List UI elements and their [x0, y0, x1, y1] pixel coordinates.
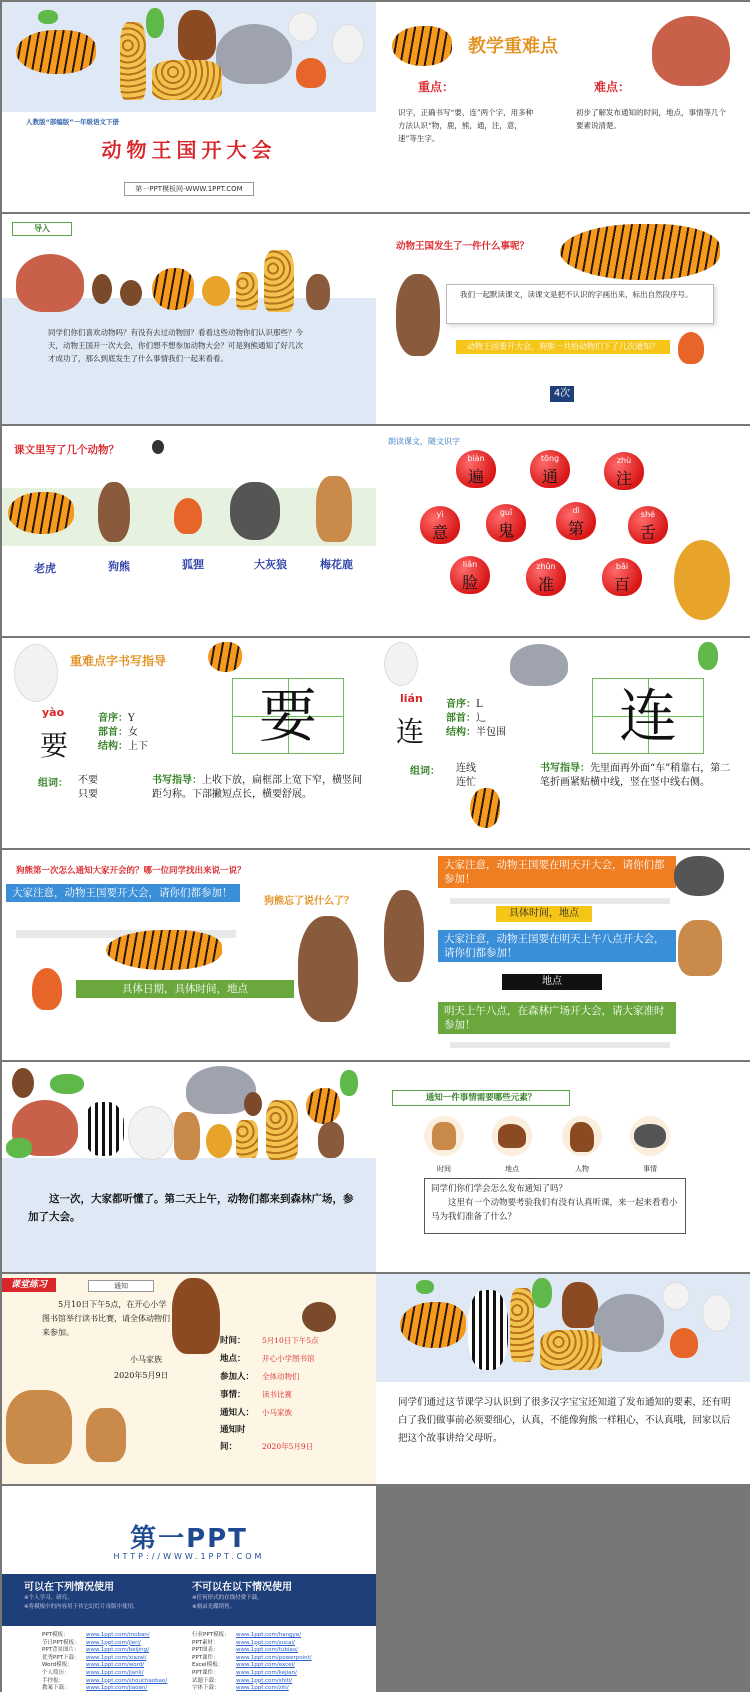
giraffe-illustration: [120, 22, 146, 100]
char-apple: bǎi 百: [602, 558, 642, 596]
practice-tag: 课堂练习: [2, 1278, 56, 1292]
cover-footer: 第一PPT模板网-WWW.1PPT.COM: [124, 182, 254, 196]
field-row: 通知时间： 2020年5月9日: [220, 1425, 314, 1452]
leopard-illustration: [540, 1330, 602, 1370]
char-lian: 连: [396, 715, 425, 748]
slide-writing-lian: [376, 638, 750, 848]
tiger-illustration: [560, 224, 720, 280]
char-lian-large: 连: [618, 682, 677, 750]
highlight-banner: 动物王国要开大会，狗熊一共给动物们下了几次通知？: [456, 340, 670, 354]
snake-illustration: [6, 1138, 32, 1158]
leopard-illustration: [236, 272, 258, 310]
lion-illustration: [206, 1124, 232, 1158]
cannot-use-title: 不可以在以下情况使用: [192, 1582, 292, 1593]
polar-bear-illustration: [14, 644, 58, 702]
animal-name-fox: 狐狸: [182, 558, 204, 571]
missing-info-banner: 具体日期，具体时间，地点: [76, 980, 294, 998]
field-row: 参加人： 全体动物们: [220, 1372, 300, 1382]
lizard-illustration: [532, 1278, 552, 1308]
bear-illustration: [318, 1122, 344, 1158]
animals-question: 课文里写了几个动物？: [14, 444, 119, 456]
lian-attributes: [446, 698, 506, 740]
char-yao: 要: [40, 729, 69, 762]
hedgehog-illustration: [498, 1124, 526, 1148]
difficulty-label: 难点：: [594, 80, 631, 94]
notice-date: 2020年5月9日: [114, 1371, 169, 1380]
lizard-illustration: [340, 1070, 358, 1096]
bear-illustration: [298, 916, 358, 1022]
tiger-illustration: [106, 930, 222, 970]
link-row[interactable]: PPT课件： www.1ppt.com/powerpoint/: [192, 1654, 312, 1661]
kangaroo-illustration: [86, 1408, 126, 1462]
tiger-illustration: [392, 26, 452, 66]
link-row[interactable]: 优秀PPT下载： www.1ppt.com/xiazai/: [42, 1654, 147, 1661]
fox-illustration: [32, 968, 62, 1010]
monkey-illustration: [92, 274, 112, 304]
slide-cover: [2, 2, 376, 212]
monkey-illustration: [244, 1092, 262, 1116]
animal-name-bear: 狗熊: [108, 560, 130, 573]
polar-bear-illustration: [702, 1294, 732, 1332]
deer-illustration: [316, 476, 352, 542]
can-use-list: ※个人学习、研究。 ※将模板中的内容用于其它幻灯片母版中使用。: [24, 1595, 139, 1610]
element-circle: [630, 1116, 670, 1156]
tiger-illustration: [306, 1088, 340, 1124]
wolf-illustration: [674, 856, 724, 896]
notice-card-title: 通知: [88, 1280, 154, 1292]
lion-illustration: [202, 276, 230, 306]
slide-notice-elements: [376, 1062, 750, 1272]
char-apple: dì 第: [556, 502, 596, 540]
elements-question: 通知一件事情需要哪些元素？: [392, 1090, 570, 1106]
yao-words: 不要 只要: [78, 775, 98, 800]
giraffe-illustration: [264, 250, 294, 312]
link-row[interactable]: 个人简历： www.1ppt.com/jianli/: [42, 1669, 144, 1676]
link-row[interactable]: PPT课件： www.1ppt.com/kejian/: [192, 1669, 297, 1676]
giraffe-illustration: [266, 1100, 298, 1160]
link-row[interactable]: 教案下载： www.1ppt.com/jiaoan/: [42, 1685, 148, 1692]
fox-illustration: [174, 498, 202, 534]
question-box: [424, 1178, 686, 1234]
shadow-bar: [450, 898, 670, 904]
leopard-illustration: [236, 1120, 258, 1158]
turtle-illustration: [50, 1074, 84, 1094]
element-circle: [562, 1116, 602, 1156]
elephant-illustration: [594, 1294, 664, 1352]
element-label-place: 地点: [505, 1165, 519, 1173]
second-missing-label: 具体时间，地点: [496, 906, 592, 922]
third-missing-label: 地点: [502, 974, 602, 990]
field-row: 通知人： 小马家族: [220, 1408, 292, 1418]
element-label-event: 事情: [643, 1165, 657, 1173]
notice-card-text: 5月10日下午5点，在开心小学图书馆举行读书比赛，请全体动物们来参加。: [42, 1300, 170, 1337]
lion-illustration: [674, 540, 730, 620]
yao-guide: 书写指导：上收下放，扁框部上宽下窄，横竖间距匀称。下部撇短点长，横要舒展。: [152, 775, 362, 800]
turtle-illustration: [416, 1280, 434, 1294]
tiger-illustration: [8, 492, 74, 534]
words-label: 组词：: [38, 778, 68, 789]
link-row[interactable]: 试题下载： www.1ppt.com/shiti/: [192, 1677, 293, 1684]
monkey-illustration: [302, 1302, 336, 1332]
char-apple: biàn 遍: [456, 450, 496, 488]
kangaroo-illustration: [432, 1122, 456, 1150]
empty-area: [376, 1486, 750, 1692]
link-row[interactable]: 行业PPT模板： www.1ppt.com/hangye/: [192, 1632, 302, 1638]
horse-illustration: [172, 1278, 220, 1354]
field-row: 地点： 开心小学图书馆: [220, 1354, 315, 1364]
char-apple: yì 意: [420, 506, 460, 544]
lizard-illustration: [146, 8, 164, 38]
buffalo-illustration: [634, 1124, 666, 1148]
field-row: 事情： 读书比赛: [220, 1390, 292, 1400]
tiger-illustration: [208, 642, 242, 672]
deer-illustration: [174, 1112, 200, 1160]
link-row[interactable]: PPT图表： www.1ppt.com/tubiao/: [192, 1647, 298, 1654]
notice-fields: [220, 1332, 370, 1456]
polar-bear-illustration: [384, 642, 418, 686]
first-notice-question: 狗熊第一次怎么通知大家开会的？哪一位同学找出来说一说？: [16, 866, 246, 876]
slide-first-notice: [2, 850, 376, 1060]
forgot-question: 狗熊忘了说什么了？: [264, 896, 354, 907]
key-text: 识字，正确书写“要，连”两个字，用多种方法认识“物，鹿，熊，通，注，意，速”等生字。: [398, 108, 534, 143]
elephant-illustration: [510, 644, 568, 686]
link-row[interactable]: 节日PPT模板： www.1ppt.com/jieri/: [42, 1639, 141, 1646]
bear-illustration: [98, 482, 130, 542]
pinyin-yao: yào: [42, 706, 65, 719]
question-box-line2: 这里有一个动物要考验我们有没有认真听课，来一起来看看小马为我们准备了什么？: [431, 1198, 678, 1222]
giraffe-illustration: [510, 1288, 534, 1362]
literacy-heading: 朗读课文，随文识字: [388, 437, 460, 446]
horse-illustration: [178, 10, 216, 60]
pinyin-lian: lián: [400, 692, 423, 705]
radical-row: 部首：辶: [446, 713, 486, 724]
radical-row: 部首：女: [98, 727, 138, 738]
key-label: 重点：: [418, 80, 455, 94]
animal-name-wolf: 大灰狼: [254, 558, 287, 571]
slide-how-many-animals: [2, 426, 376, 636]
lizard-illustration: [698, 642, 718, 670]
second-notice-banner: 大家注意，动物王国要在明天开大会，请你们都参加！: [438, 856, 676, 888]
yao-attributes: [98, 712, 148, 754]
red-elephant-illustration: [16, 254, 84, 312]
monkey-illustration: [12, 1068, 34, 1098]
slide-what-happened: [376, 214, 750, 424]
elephant-illustration: [216, 24, 292, 84]
cannot-use-list: ※任何形式的在线付费下载。 ※刻录光碟销售。: [192, 1595, 263, 1610]
publisher-text: 人教版“部编版”一年级语文下册: [26, 118, 120, 126]
final-notice-banner: 明天上午八点，在森林广场开大会，请大家准时参加！: [438, 1002, 676, 1034]
slide-writing-yao: [2, 638, 376, 848]
bird-illustration: [152, 440, 164, 454]
brand-logo: 第一PPT: [130, 1524, 248, 1554]
intro-tag: 导入: [12, 222, 72, 236]
fox-illustration: [670, 1328, 698, 1358]
red-elephant-illustration: [652, 16, 730, 86]
element-label-person: 人物: [575, 1165, 589, 1173]
writing-heading: 重难点字书写指导: [70, 654, 167, 668]
notice-signer: 小马家族: [130, 1355, 162, 1364]
char-apple: guǐ 鬼: [486, 504, 526, 542]
link-row[interactable]: Excel模板： www.1ppt.com/excel/: [192, 1662, 295, 1669]
link-row[interactable]: PPT模板： www.1ppt.com/moban/: [42, 1632, 150, 1638]
field-row: 时间： 5月10日下午5点: [220, 1336, 319, 1346]
summary-text: 同学们通过这节课学习认识到了很多汉字宝宝还知道了发布通知的要素，还有明白了我们做事前必须要细心，认真，不能像狗熊一样粗心，不认真哦，回家以后把这个故事讲给父母听。: [398, 1397, 731, 1444]
lian-words: 连线 连忙: [456, 763, 476, 788]
animal-name-deer: 梅花鹿: [320, 558, 353, 571]
tiger-illustration: [400, 1302, 466, 1348]
link-row[interactable]: 字体下载： www.1ppt.com/ziti/: [192, 1685, 289, 1692]
deer-illustration: [678, 920, 722, 976]
sound-row: 音序：L: [446, 699, 483, 710]
meeting-text: 这一次，大家都听懂了。第二天上午，动物们都来到森林广场，参加了大会。: [28, 1193, 354, 1223]
leopard-illustration: [152, 60, 222, 100]
links-right: [192, 1632, 312, 1692]
element-label-time: 时间: [437, 1165, 451, 1173]
polar-bear-illustration: [332, 24, 364, 64]
slide-key-points: [376, 2, 750, 212]
slide-practice: [2, 1274, 376, 1484]
link-row[interactable]: PPT素材： www.1ppt.com/sucai/: [192, 1639, 295, 1646]
polar-bear-illustration: [128, 1106, 174, 1160]
words-label: 组词：: [410, 766, 440, 777]
element-circle: [424, 1116, 464, 1156]
slide-intro: [2, 214, 376, 424]
can-use-title: 可以在下列情况使用: [24, 1582, 114, 1593]
turtle-illustration: [38, 10, 58, 24]
first-notice-banner: 大家注意，动物王国要开大会，请你们都参加！: [6, 884, 240, 902]
wolf-illustration: [230, 482, 280, 540]
char-apple: liǎn 脸: [450, 556, 490, 594]
horse-illustration: [562, 1282, 598, 1328]
char-apple: zhù 注: [604, 452, 644, 490]
bear-illustration: [396, 274, 440, 356]
shadow-bar: [450, 1042, 670, 1048]
answer-badge: 4次: [550, 386, 574, 402]
slide-meeting: [2, 1062, 376, 1272]
links-left: [42, 1632, 167, 1692]
instruction-text: 我们一起默读课文，读课文是把不认识的字画出来，标出自然段序号。: [460, 290, 693, 299]
slide-literacy: [376, 426, 750, 636]
bear-illustration: [306, 274, 330, 310]
third-notice-banner: 大家注意，动物王国要在明天上午八点开大会，请你们都参加！: [438, 930, 676, 962]
bear-illustration: [384, 890, 424, 982]
zebra-illustration: [468, 1290, 508, 1370]
slide-summary: [376, 1274, 750, 1484]
brand-url: HTTP://WWW.1PPT.COM: [113, 1552, 265, 1561]
element-circle: [492, 1116, 532, 1156]
link-row[interactable]: 手抄报： www.1ppt.com/shouchaobao/: [42, 1677, 168, 1684]
intro-text: 同学们你们喜欢动物吗？有没有去过动物园？看看这些动物你们认识那些？今天，动物王国开一次大会，你们想不想参加动物大会？可是狗熊通知了好几次才成功了，那么到底发生了什么事情我们一起来看看。: [48, 328, 303, 363]
tiger-illustration: [152, 268, 194, 310]
lian-guide: 书写指导：先里面再外面“车”稍靠右，第二笔折画紧贴横中线，竖在竖中线右侧。: [540, 763, 731, 788]
structure-row: 结构：半包围: [446, 727, 506, 738]
monkey-illustration: [120, 280, 142, 306]
goat-illustration: [662, 1282, 690, 1310]
fox-illustration: [678, 332, 704, 364]
link-row[interactable]: Word模板： www.1ppt.com/word/: [42, 1662, 145, 1669]
cover-title: 动物王国开大会: [101, 138, 277, 162]
what-happened-question: 动物王国发生了一件什么事呢？: [396, 241, 530, 252]
char-apple: zhǔn 准: [526, 558, 566, 596]
difficulty-text: 初步了解发布通知的时间，地点，事情等几个要素说清楚。: [576, 108, 726, 130]
fox-illustration: [296, 58, 326, 88]
question-box-line1: 同学们你们学会怎么发布通知了吗？: [431, 1184, 568, 1194]
goat-illustration: [288, 12, 318, 42]
slide-license: [2, 1486, 376, 1692]
sound-row: 音序：Y: [98, 713, 135, 724]
link-row[interactable]: PPT背景图片： www.1ppt.com/beijing/: [42, 1647, 150, 1654]
tiger-illustration: [470, 788, 500, 828]
kangaroo-illustration: [6, 1390, 72, 1464]
animal-name-tiger: 老虎: [34, 562, 56, 575]
char-apple: tōng 通: [530, 450, 570, 488]
structure-row: 结构：上下: [98, 741, 148, 752]
tiger-illustration: [16, 30, 96, 74]
zebra-illustration: [84, 1102, 124, 1156]
char-apple: shé 舌: [628, 506, 668, 544]
char-yao-large: 要: [258, 682, 317, 750]
key-points-heading: 教学重难点: [468, 36, 558, 57]
slide-later-notices: [376, 850, 750, 1060]
horse-illustration: [570, 1122, 594, 1152]
